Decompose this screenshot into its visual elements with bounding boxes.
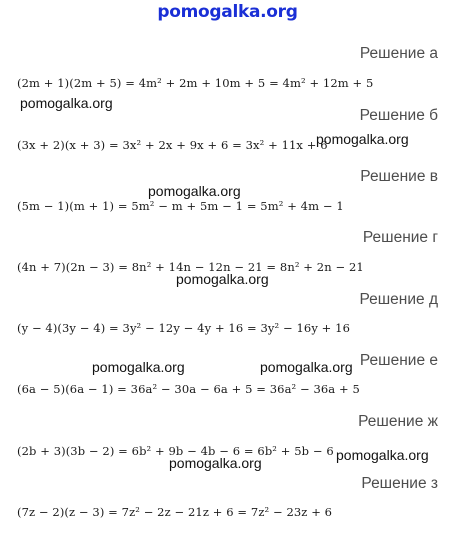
watermark: pomogalka.org — [176, 271, 269, 287]
solution-formula-z: (7z − 2)(z − 3) = 7z² − 2z − 21z + 6 = 7z² − 23z + 6 — [17, 505, 333, 519]
solution-label-d: Решение д — [359, 291, 438, 308]
solution-formula-zh: (2b + 3)(3b − 2) = 6b² + 9b − 4b − 6 = 6b² + 5b − 6 — [17, 444, 334, 458]
solution-formula-a: (2m + 1)(2m + 5) = 4m² + 2m + 10m + 5 = 4m² + 12m + 5 — [17, 76, 374, 90]
watermark: pomogalka.org — [92, 359, 185, 375]
solution-label-a: Решение а — [359, 45, 438, 62]
site-header-link[interactable]: pomogalka.org — [157, 2, 298, 22]
solution-formula-b: (3x + 2)(x + 3) = 3x² + 2x + 9x + 6 = 3x² + 11x + 6 — [17, 138, 328, 152]
watermark: pomogalka.org — [336, 447, 429, 463]
solution-label-e: Решение е — [359, 352, 438, 369]
watermark: pomogalka.org — [169, 455, 262, 471]
watermark: pomogalka.org — [20, 95, 113, 111]
solution-formula-e: (6a − 5)(6a − 1) = 36a² − 30a − 6a + 5 = 36a² − 36a + 5 — [17, 382, 360, 396]
watermark: pomogalka.org — [316, 131, 409, 147]
watermark: pomogalka.org — [148, 183, 241, 199]
solution-label-g: Решение г — [362, 229, 438, 246]
solution-label-v: Решение в — [360, 168, 438, 185]
solution-formula-d: (y − 4)(3y − 4) = 3y² − 12y − 4y + 16 = 3y² − 16y + 16 — [17, 321, 350, 335]
solution-label-b: Решение б — [359, 107, 438, 124]
solution-label-z: Решение з — [361, 475, 438, 492]
solution-formula-g: (4n + 7)(2n − 3) = 8n² + 14n − 12n − 21 = 8n² + 2n − 21 — [17, 260, 364, 274]
watermark: pomogalka.org — [260, 359, 353, 375]
solution-formula-v: (5m − 1)(m + 1) = 5m² − m + 5m − 1 = 5m² + 4m − 1 — [17, 199, 344, 213]
solution-label-zh: Решение ж — [358, 413, 438, 430]
